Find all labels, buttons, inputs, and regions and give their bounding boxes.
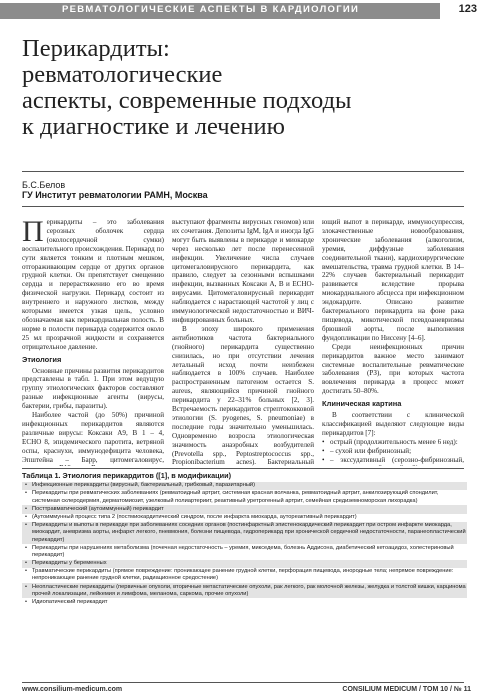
table-cell: Перикардиты и выпоты в перикарде при заболеваниях соседних органов (постинфарктный эпистенокардический перикардит при остром инфаркте миокарда, миокардит, аневризма аорты, инфаркт легкого, пневмония, болезни пищевода, гидроперикард при хронической сердечной недостаточности, паранеопластический перикардит) [32,522,466,543]
divider [22,468,464,469]
table-row: • Травматические перикардиты (прямое повреждение: проникающее ранение грудной клетки, перфорация пищевода, инородные тела; непрямое повреждение: непроникающее ранение грудной клетки, радиационное средостение) [22,568,467,583]
table-cell: Посттравматический (аутоиммунный) перикардит [32,505,164,512]
table-row: • Перикардиты у беременных [22,560,467,568]
table-cell: Перикардиты у беременных [32,560,107,567]
table-row: • Неопластические перикардиты (первичные опухоли, вторичные метастатические опухоли, рак легкого, рак молочной железы, желудка и толстой кишки, карцинома прочей локализации, лейкемия и лимфома, меланома, саркома, прочие опухоли) [22,583,467,598]
table-cell: (Аутоиммунный процесс типа 2 (постмиокардитический синдром, после инфаркта миокарда, аутореактивный перикардит) [32,513,357,520]
text-column-1 [22,218,164,466]
title-line: аспекты, современные подходы [22,87,352,114]
paragraph: ющий выпот в перикарде, иммуносупрессия, злокачественные новообразования, хронические заболевания (алкоголизм, уремия, диффузные заболевания соединительной ткани), кардиохирургические вмешательства, травма грудной клетки. В 14–22% случаев бактериальный перикардит развивается вследствие прорыва миокардиального абсцесса при инфекционном эндокардите. Описано развитие бактериального перикардита на фоне рака пищевода, микотической псевдоаневризмы брюшной аорты, после выполнения фундопликации по Ниссену [4–6]. [322,218,464,342]
section-title: РЕВМАТОЛОГИЧЕСКИЕ АСПЕКТЫ В КАРДИОЛОГИИ [62,4,360,15]
title-line: Перикардиты: [22,35,170,62]
table-row: • (Аутоиммунный процесс типа 2 (постмиокардитический синдром, после инфаркта миокарда, аутореактивный перикардит) [22,514,467,522]
table-row: • Перикардиты при нарушениях метаболизма (почечная недостаточность – уремия, микседема, болезнь Аддисона, диабетический кетоацидоз, холестериновый перикардит) [22,544,467,559]
table-cell: Инфекционные перикардиты (вирусный, бактериальный, грибковый, паразитарный) [32,482,256,489]
article-title [22,36,462,140]
divider [22,171,464,172]
table-row: • Перикардиты и выпоты в перикарде при заболеваниях соседних органов (постинфарктный эпистенокардический перикардит при остром инфаркте миокарда, миокардит, аневризма аорты, инфаркт легкого, пневмония, болезни пищевода, гидроперикард при хронической сердечной недостаточности, паранеопластический перикардит) [22,522,467,545]
paragraph: В соответствии с клинической классификацией выделяют следующие виды перикардитов [7]: [322,411,464,437]
divider [22,206,464,207]
table-cell: Идиопатический перикардит [32,598,108,605]
page-number: 123 [458,3,477,15]
list-item: • – экссудативный (серозно-фибринозный, [322,456,464,466]
list-item: • острый (продолжительность менее 6 нед): [322,438,464,447]
table-cell: Перикардиты при ревматических заболеваниях (ревматоидный артрит, системная красная волчанка, ревматоидный артрит, анкилозирующий спондилит, системная склеродермия, дерматомиозит, узелковый полиартериит, реактивный уретрогенный артрит, семейная средиземноморская лихорадка) [32,490,439,504]
paragraph: Основные причины развития перикардитов представлены в табл. 1. При этом ведущую группу этиологических факторов составляют разные инфекционные агенты (вирусы, бактерии, грибы, паразиты). [22,366,164,411]
table-cell: Перикардиты при нарушениях метаболизма (почечная недостаточность – уремия, микседема, болезнь Аддисона, диабетический кетоацидоз, холестериновый перикардит) [32,544,454,558]
section-heading-clinic: Клиническая картина [322,399,402,409]
list-item: • – сухой или фибринозный; [322,447,464,456]
affiliation: ГУ Институт ревматологии РАМН, Москва [22,190,208,200]
title-line: ревматологические [22,61,223,88]
paragraph: Среди неинфекционных причин перикардитов важное место занимают системные воспалительные ревматические заболевания (РЗ), при которых частота вовлечения перикарда в процесс может достигать 50–80%. [322,342,464,396]
intro-paragraph [22,218,164,352]
etiology-table [22,482,467,607]
footer-journal: CONSILIUM MEDICUM / ТОМ 10 / № 11 [342,686,471,693]
classification-list [322,438,464,466]
table-row: • Посттравматический (аутоиммунный) перикардит [22,505,467,513]
paragraph: В эпоху широкого применения антибиотиков частота бактериального (гнойного) перикардита существенно снизилась, но при отсутствии лечения летальный исход почти неизбежен наблюдается в 100% случаев. Наиболее распространенным патогеном остается S. aureus, являющийся причиной гнойного перикардита у 22–31% больных [2, 3]. Встречаемость перикардитов стрептококковой этиологии (S. pyogenes, S. pneumoniae) в последние годы значительно уменьшилась. Одновременно возросла этиологическая значимость анаэробных возбудителей (Prevotella spp., Peptostreptococcus spp., Propionibacterium acnes). Бактериальный [172,324,314,466]
table-row: • Инфекционные перикардиты (вирусный, бактериальный, грибковый, паразитарный) [22,482,467,490]
text-column-2 [172,218,314,466]
divider [22,682,464,683]
paragraph: выступают фрагменты вирусных геномов) или их сочетания. Депозиты IgM, IgA и иногда IgG могут быть выявлены в перикарде и миокарде через несколько лет после перенесенной инфекции. Увеличение числа случаев цитомегаловирусного перикардита, как правило, следует за сезонными вспышками инфекции, вызванных Коксаки А, В и ЕСНО-вирусами. Цитомегаловирусный перикардит наблюдается с нарастающей частотой у лиц с иммунологической недостаточностью и ВИЧ-инфицированных больных. [172,218,314,324]
table-row: • Идиопатический перикардит [22,598,467,606]
text-column-3 [322,218,464,466]
title-line: к диагностике и лечению [22,113,285,140]
section-heading-etiology: Этиология [22,354,62,364]
table-cell: Травматические перикардиты (прямое повреждение: проникающее ранение грудной клетки, перфорация пищевода, инородные тела; непрямое повреждение: непроникающее ранение грудной клетки, радиационное средостение) [32,568,454,582]
footer-url: www.consilium-medicum.com [22,686,123,693]
running-header [0,0,489,22]
author: Б.С.Белов [22,180,66,190]
table-cell: Неопластические перикардиты (первичные опухоли, вторичные метастатические опухоли, рак легкого, рак молочной железы, желудка и толстой кишки, карцинома прочей локализации, лейкемия и лимфома, меланома, саркома, прочие опухоли) [32,583,466,597]
drop-cap: П [22,218,44,248]
table-row: • Перикардиты при ревматических заболеваниях (ревматоидный артрит, системная красная волчанка, ревматоидный артрит, анкилозирующий спондилит, системная склеродермия, дерматомиозит, узелковый полиартериит, реактивный уретрогенный артрит, семейная средиземноморская лихорадка) [22,490,467,505]
paragraph: Наиболее частой (до 50%) причиной инфекционных перикардитов являются различные вирусы: Коксаки А9, В 1 – 4, ECHO 8, эпидемического паротита, ветряной оспы, краснухи, иммунодефицита человека, Эпштейна – Барр, цитомегаловирус, [22,411,164,464]
intro-text: ерикардиты – это заболевания серозных оболочек сердца (околосердечной сумки) воспалительного происхождения. Перикард по сути является тонким и плотным мешком, отгораживающим сердце от других органов грудной клетки. Он препятствует смещению сердца и перерастяжению его во время физической нагрузки. Перикард состоит из внутреннего и наружного листков, между которыми имеется узкая щель, условно обозначаемая как перикардиальная полость. В норме в полости перикарда содержится около 25 мл прозрачной жидкости и сохраняется отрицательное давление. [22,218,164,351]
table-title: Таблица 1. Этиология перикардитов ([1], в модификации) [22,471,232,480]
